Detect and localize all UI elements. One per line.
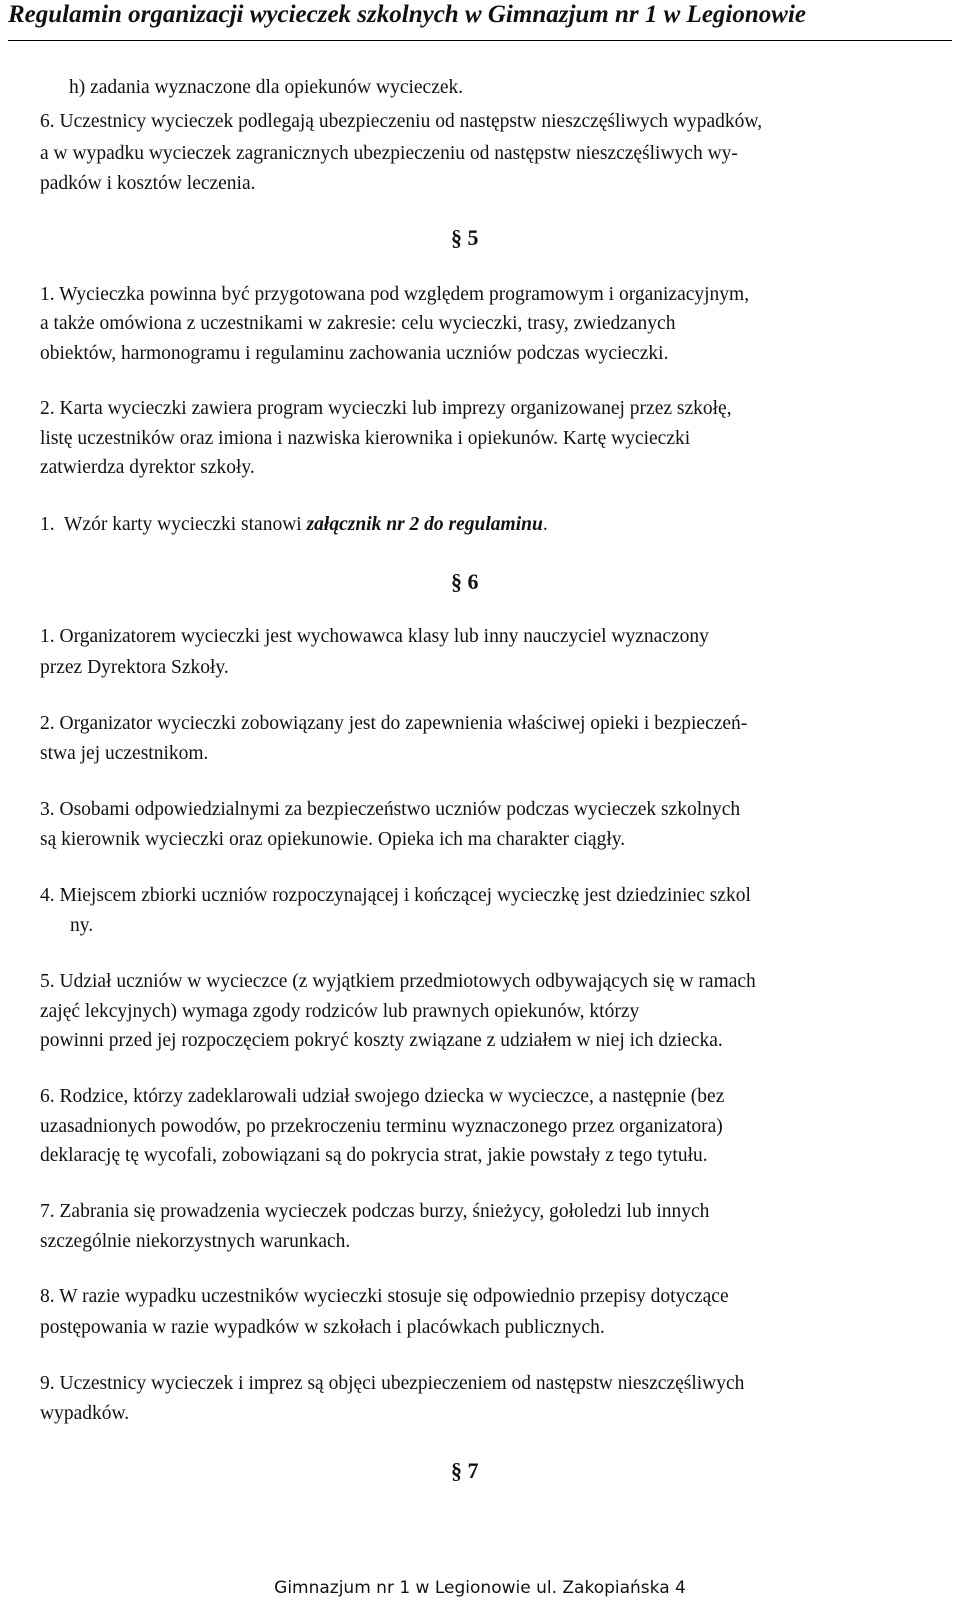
s6-p1-line-1: 1. Organizatorem wycieczki jest wychowawca klasy lub inny nauczyciel wyznaczony — [40, 626, 709, 647]
section-sign: § — [451, 569, 462, 594]
section-7-heading — [451, 1458, 479, 1484]
s6-p3-line-2: są kierownik wycieczki oraz opiekunowie. Opieka ich ma charakter ciągły. — [40, 829, 626, 850]
attachment-reference: załącznik nr 2 do regulaminu — [306, 514, 543, 535]
item-6-line-2: a w wypadku wycieczek zagranicznych ubezpieczeniu od następstw nieszczęśliwych wy- — [40, 143, 738, 164]
list-item-h: h) zadania wyznaczone dla opiekunów wycieczek. — [69, 77, 464, 98]
page-footer: Gimnazjum nr 1 w Legionowie ul. Zakopiańska 4 — [274, 1578, 686, 1598]
s5-p1-line-2: a także omówiona z uczestnikami w zakresie: celu wycieczki, trasy, zwiedzanych — [40, 313, 676, 334]
s6-p3-line-1: 3. Osobami odpowiedzialnymi za bezpieczeństwo uczniów podczas wycieczek szkolnych — [40, 799, 741, 820]
header-divider — [8, 40, 952, 41]
s5-p3-line — [40, 513, 548, 537]
s6-p6-line-1: 6. Rodzice, którzy zadeklarowali udział swojego dziecka w wycieczce, a następnie (bez — [40, 1086, 725, 1107]
page-header-title: Regulamin organizacji wycieczek szkolnych w Gimnazjum nr 1 w Legionowie — [8, 1, 806, 28]
section-number: 5 — [467, 225, 479, 250]
s6-p5-line-2: zajęć lekcyjnych) wymaga zgody rodziców lub prawnych opiekunów, którzy — [40, 1001, 640, 1022]
s5-p1-line-3: obiektów, harmonogramu i regulaminu zachowania uczniów podczas wycieczki. — [40, 343, 669, 364]
section-5-heading — [451, 225, 479, 251]
s6-p9-line-1: 9. Uczestnicy wycieczek i imprez są objęci ubezpieczeniem od następstw nieszczęśliwych — [40, 1373, 745, 1394]
s5-p3-suffix: . — [542, 514, 548, 535]
item-6-line-1: 6. Uczestnicy wycieczek podlegają ubezpieczeniu od następstw nieszczęśliwych wypadków, — [40, 111, 763, 132]
s5-p2-line-1: 2. Karta wycieczki zawiera program wycieczki lub imprezy organizowanej przez szkołę, — [40, 398, 732, 419]
s6-p7-line-1: 7. Zabrania się prowadzenia wycieczek podczas burzy, śnieżycy, gołoledzi lub innych — [40, 1201, 710, 1222]
s6-p2-line-1: 2. Organizator wycieczki zobowiązany jest do zapewnienia właściwej opieki i bezpieczeń- — [40, 713, 748, 734]
s5-p2-line-3: zatwierdza dyrektor szkoły. — [40, 457, 255, 478]
s6-p5-line-3: powinni przed jej rozpoczęciem pokryć koszty związane z udziałem w niej ich dziecka. — [40, 1030, 723, 1051]
s6-p4-line-1: 4. Miejscem zbiorki uczniów rozpoczynającej i kończącej wycieczkę jest dziedziniec szkol — [40, 885, 751, 906]
s6-p6-line-2: uzasadnionych powodów, po przekroczeniu terminu wyznaczonego przez organizatora) — [40, 1116, 723, 1137]
s6-p8-line-2: postępowania w razie wypadków w szkołach i placówkach publicznych. — [40, 1317, 605, 1338]
s6-p4-line-2: ny. — [70, 915, 94, 936]
section-number: 7 — [467, 1458, 479, 1483]
s5-p1-line-1: 1. Wycieczka powinna być przygotowana pod względem programowym i organizacyjnym, — [40, 284, 750, 305]
s6-p7-line-2: szczególnie niekorzystnych warunkach. — [40, 1231, 351, 1252]
s6-p5-line-1: 5. Udział uczniów w wycieczce (z wyjątkiem przedmiotowych odbywających się w ramach — [40, 971, 756, 992]
s6-p8-line-1: 8. W razie wypadku uczestników wycieczki stosuje się odpowiednio przepisy dotyczące — [40, 1286, 729, 1307]
section-sign: § — [451, 225, 462, 250]
section-number: 6 — [467, 569, 479, 594]
s6-p6-line-3: deklarację tę wycofali, zobowiązani są do pokrycia strat, jakie powstały z tego tytułu. — [40, 1145, 708, 1166]
section-sign: § — [451, 1458, 462, 1483]
item-6-line-3: padków i kosztów leczenia. — [40, 173, 256, 194]
s6-p2-line-2: stwa jej uczestnikom. — [40, 743, 209, 764]
section-6-heading — [451, 569, 479, 595]
s5-p3-prefix: 1. Wzór karty wycieczki stanowi — [40, 514, 307, 535]
s5-p2-line-2: listę uczestników oraz imiona i nazwiska kierownika i opiekunów. Kartę wycieczki — [40, 428, 691, 449]
s6-p1-line-2: przez Dyrektora Szkoły. — [40, 657, 229, 678]
s6-p9-line-2: wypadków. — [40, 1403, 130, 1424]
